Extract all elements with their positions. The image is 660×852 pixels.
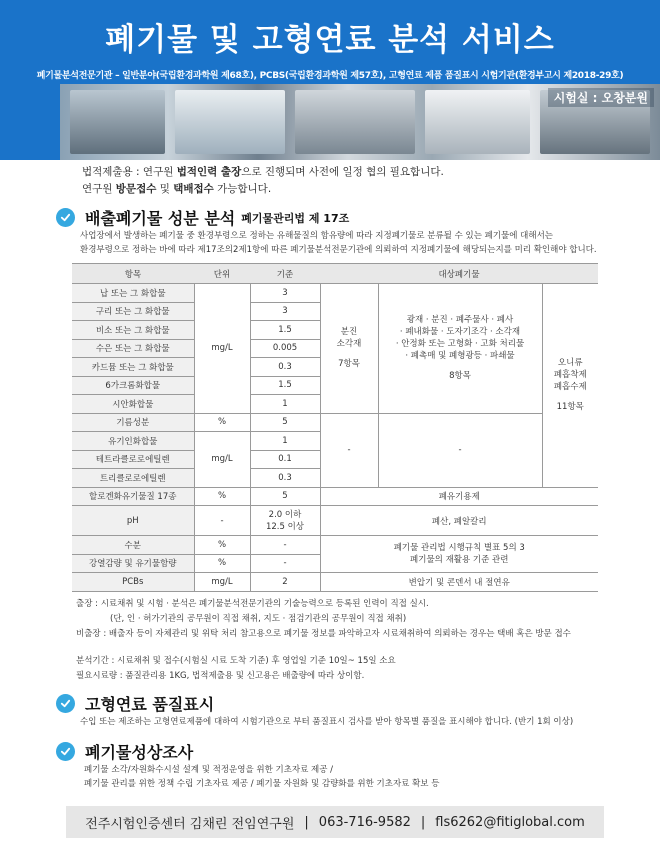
target-text: · 안정화 또는 고형화 · 고화 처리물 xyxy=(395,339,525,350)
notice-bold: 법적인력 출장 xyxy=(176,166,242,178)
sampling-notes xyxy=(76,597,571,642)
lab-location-badge: 시험실 : 오창분원 xyxy=(548,88,654,107)
notice-line-1 xyxy=(82,164,444,181)
contact-phone[interactable]: 063-716-9582 xyxy=(318,814,411,830)
standard-cell: 0.005 xyxy=(250,339,320,358)
target-cell xyxy=(320,536,598,573)
table-row xyxy=(72,573,598,592)
item-cell: 시안화합물 xyxy=(72,395,194,414)
description-line: 사업장에서 발생하는 폐기물 중 환경부령으로 정하는 유해물질의 함유량에 따라 지정폐기물로 분류될 수 있는 폐기물에 대해서는 xyxy=(80,231,554,241)
unit-cell: mg/L xyxy=(194,573,250,592)
section-title: 배출폐기물 성분 분석 xyxy=(85,209,236,228)
item-cell: PCBs xyxy=(72,573,194,592)
target-dust-ash xyxy=(320,284,378,414)
header-target-waste: 대상폐기물 xyxy=(320,264,598,284)
target-text: 광재 · 분진 · 폐주물사 · 폐사 xyxy=(406,315,514,326)
item-cell: 카드뮴 또는 그 화합물 xyxy=(72,358,194,377)
standard-text: 2.0 이하 xyxy=(268,509,302,520)
table-row xyxy=(72,284,598,303)
standard-cell: 3 xyxy=(250,284,320,303)
table-row xyxy=(72,413,598,432)
target-text: 분진 xyxy=(340,327,358,338)
check-circle-icon xyxy=(56,742,75,761)
standard-cell xyxy=(250,506,320,536)
check-circle-icon xyxy=(56,208,75,227)
unit-cell: - xyxy=(194,506,250,536)
accreditation-subtitle: 폐기물분석전문기관 – 일반분야(국립환경과학원 제68호), PCBS(국립환경과학원 제57호), 고형연료 제품 품질표시 시험기관(환경부고시 제2018-29호) xyxy=(36,71,624,81)
separator: | xyxy=(420,814,426,830)
section-header-waste-survey xyxy=(56,740,193,763)
standard-cell: 0.3 xyxy=(250,358,320,377)
target-text: 소각재 xyxy=(336,339,362,350)
lab-photo xyxy=(70,90,165,154)
unit-cell: % xyxy=(194,487,250,506)
lab-photo xyxy=(295,90,415,154)
item-cell: 기름성분 xyxy=(72,413,194,432)
notice-text: 법적제출용 : 연구원 xyxy=(82,166,177,178)
unit-cell: % xyxy=(194,536,250,555)
notice-bold: 방문접수 xyxy=(115,183,157,195)
item-cell: 테트라클로로에틸렌 xyxy=(72,450,194,469)
target-text: 오니류 xyxy=(557,358,583,369)
notice-text: 및 xyxy=(156,183,174,195)
section-header-waste-analysis xyxy=(56,206,349,229)
separator: | xyxy=(304,814,309,830)
target-sludge xyxy=(542,284,598,488)
standard-cell: - xyxy=(250,554,320,573)
section-title: 폐기물성상조사 xyxy=(85,743,194,762)
item-cell: 6가크롬화합물 xyxy=(72,376,194,395)
standard-cell: 5 xyxy=(250,413,320,432)
standard-cell: 0.1 xyxy=(250,450,320,469)
section-description: 수입 또는 제조하는 고형연료제품에 대하여 시험기관으로 부터 품질표시 검사를 받아 항목별 품질을 표시해야 합니다. (반기 1회 이상) xyxy=(80,717,574,727)
description-line: 환경부령으로 정하는 바에 따라 제17조의2제1항에 따른 폐기물분석전문기관에 의뢰하여 지정폐기물에 해당되는지를 미리 확인해야 합니다. xyxy=(80,245,597,255)
notice-bold: 택배접수 xyxy=(173,183,214,195)
standard-cell: 1 xyxy=(250,432,320,451)
target-text: 폐기물 관리법 시행규칙 별표 5의 3 xyxy=(393,543,525,553)
note-line: 비출장 : 배출자 등이 자체관리 및 위탁 처리 참고용으로 폐기물 정보를 파악하고자 시료채취하여 의뢰하는 경우는 택배 혹은 방문 접수 xyxy=(76,629,571,639)
target-count: 11항목 xyxy=(556,402,584,413)
header-banner xyxy=(0,0,660,160)
target-count: 8항목 xyxy=(449,371,471,382)
item-cell: 강열감량 및 유기물함량 xyxy=(72,554,194,573)
standard-cell: 3 xyxy=(250,302,320,321)
target-dash-a: - xyxy=(320,413,378,487)
section-description xyxy=(84,763,439,791)
target-text: 폐흡수제 xyxy=(553,382,587,393)
table-row xyxy=(72,536,598,555)
standard-cell: 0.3 xyxy=(250,469,320,488)
target-cell: 변압기 및 콘덴서 내 절연유 xyxy=(320,573,598,592)
description-line: 폐기물 관리를 위한 정책 수립 기초자료 제공 / 폐기물 자원화 및 감량화를 위한 기초자료 확보 등 xyxy=(84,779,440,789)
standard-cell: 2 xyxy=(250,573,320,592)
item-cell: 유기인화합물 xyxy=(72,432,194,451)
item-cell: 구리 또는 그 화합물 xyxy=(72,302,194,321)
unit-cell: mg/L xyxy=(194,432,250,488)
contact-name: 전주시험인증센터 김채린 전임연구원 xyxy=(85,816,295,832)
standard-text: 12.5 이상 xyxy=(265,521,305,532)
target-text: · 폐촉매 및 폐형광등 · 파쇄물 xyxy=(405,351,515,362)
section-title: 고형연료 품질표시 xyxy=(85,695,215,714)
notice-text: 가능합니다. xyxy=(213,183,272,195)
target-cell: 폐산, 폐알칼리 xyxy=(320,506,598,536)
unit-cell: % xyxy=(194,554,250,573)
notice-text: 연구원 xyxy=(82,183,116,195)
header-item: 항목 xyxy=(72,264,194,284)
note-line: 분석기간 : 시료채취 및 접수(시험실 시료 도착 기준) 후 영업일 기준 10일~ 15일 소요 xyxy=(76,656,396,666)
notice-line-2 xyxy=(82,181,444,198)
standard-cell: - xyxy=(250,536,320,555)
standard-cell: 5 xyxy=(250,487,320,506)
standard-cell: 1 xyxy=(250,395,320,414)
submission-notice xyxy=(82,164,444,198)
note-line: 필요시료량 : 품질관리용 1KG, 법적제출용 및 신고용은 배출량에 따라 상이함. xyxy=(76,671,365,681)
target-dash-b: - xyxy=(378,413,542,487)
table-row xyxy=(72,506,598,536)
target-text: · 폐내화물 · 도자기조각 · 소각재 xyxy=(399,327,521,338)
item-cell: 납 또는 그 화합물 xyxy=(72,284,194,303)
description-line: 폐기물 소각/자원화수시설 설계 및 적정운영을 위한 기초자료 제공 / xyxy=(84,765,334,775)
target-cell: 폐유기용제 xyxy=(320,487,598,506)
period-notes xyxy=(76,654,396,684)
target-text: 폐기물의 재활용 기준 관련 xyxy=(410,555,509,565)
standard-cell: 1.5 xyxy=(250,376,320,395)
standard-cell: 1.5 xyxy=(250,321,320,340)
check-circle-icon xyxy=(56,694,75,713)
unit-cell: mg/L xyxy=(194,284,250,414)
item-cell: pH xyxy=(72,506,194,536)
header-unit: 단위 xyxy=(194,264,250,284)
header-standard: 기준 xyxy=(250,264,320,284)
lab-photo xyxy=(425,90,530,154)
target-slag-etc xyxy=(378,284,542,414)
item-cell: 수은 또는 그 화합물 xyxy=(72,339,194,358)
contact-email[interactable]: fls6262@fitiglobal.com xyxy=(435,814,585,830)
target-count: 7항목 xyxy=(338,359,360,370)
unit-cell: % xyxy=(194,413,250,432)
item-cell: 수분 xyxy=(72,536,194,555)
lab-photo xyxy=(175,90,285,154)
section-subtitle: 폐기물관리법 제 17조 xyxy=(241,211,350,225)
contact-footer xyxy=(66,806,604,838)
section-header-solid-fuel xyxy=(56,692,214,715)
note-line: 출장 : 시료채취 및 시험 · 분석은 폐기물분석전문기관의 기술능력으로 등록된 인력이 직접 실시. xyxy=(76,599,429,609)
item-cell: 할로겐화유기물질 17종 xyxy=(72,487,194,506)
item-cell: 비소 또는 그 화합물 xyxy=(72,321,194,340)
item-cell: 트리클로로에틸렌 xyxy=(72,469,194,488)
table-row xyxy=(72,487,598,506)
target-text: 폐흡착제 xyxy=(553,370,587,381)
note-line: (단, 인 · 허가기관의 공무원이 직접 채취, 지도 · 점검기관의 공무원이 직접 채취) xyxy=(110,614,407,624)
section-description xyxy=(80,229,597,257)
notice-text: 으로 진행되며 사전에 일정 협의 필요합니다. xyxy=(241,166,444,178)
table-header-row xyxy=(72,264,598,284)
analysis-table xyxy=(72,263,598,592)
page-title: 폐기물 및 고형연료 분석 서비스 xyxy=(105,22,555,58)
